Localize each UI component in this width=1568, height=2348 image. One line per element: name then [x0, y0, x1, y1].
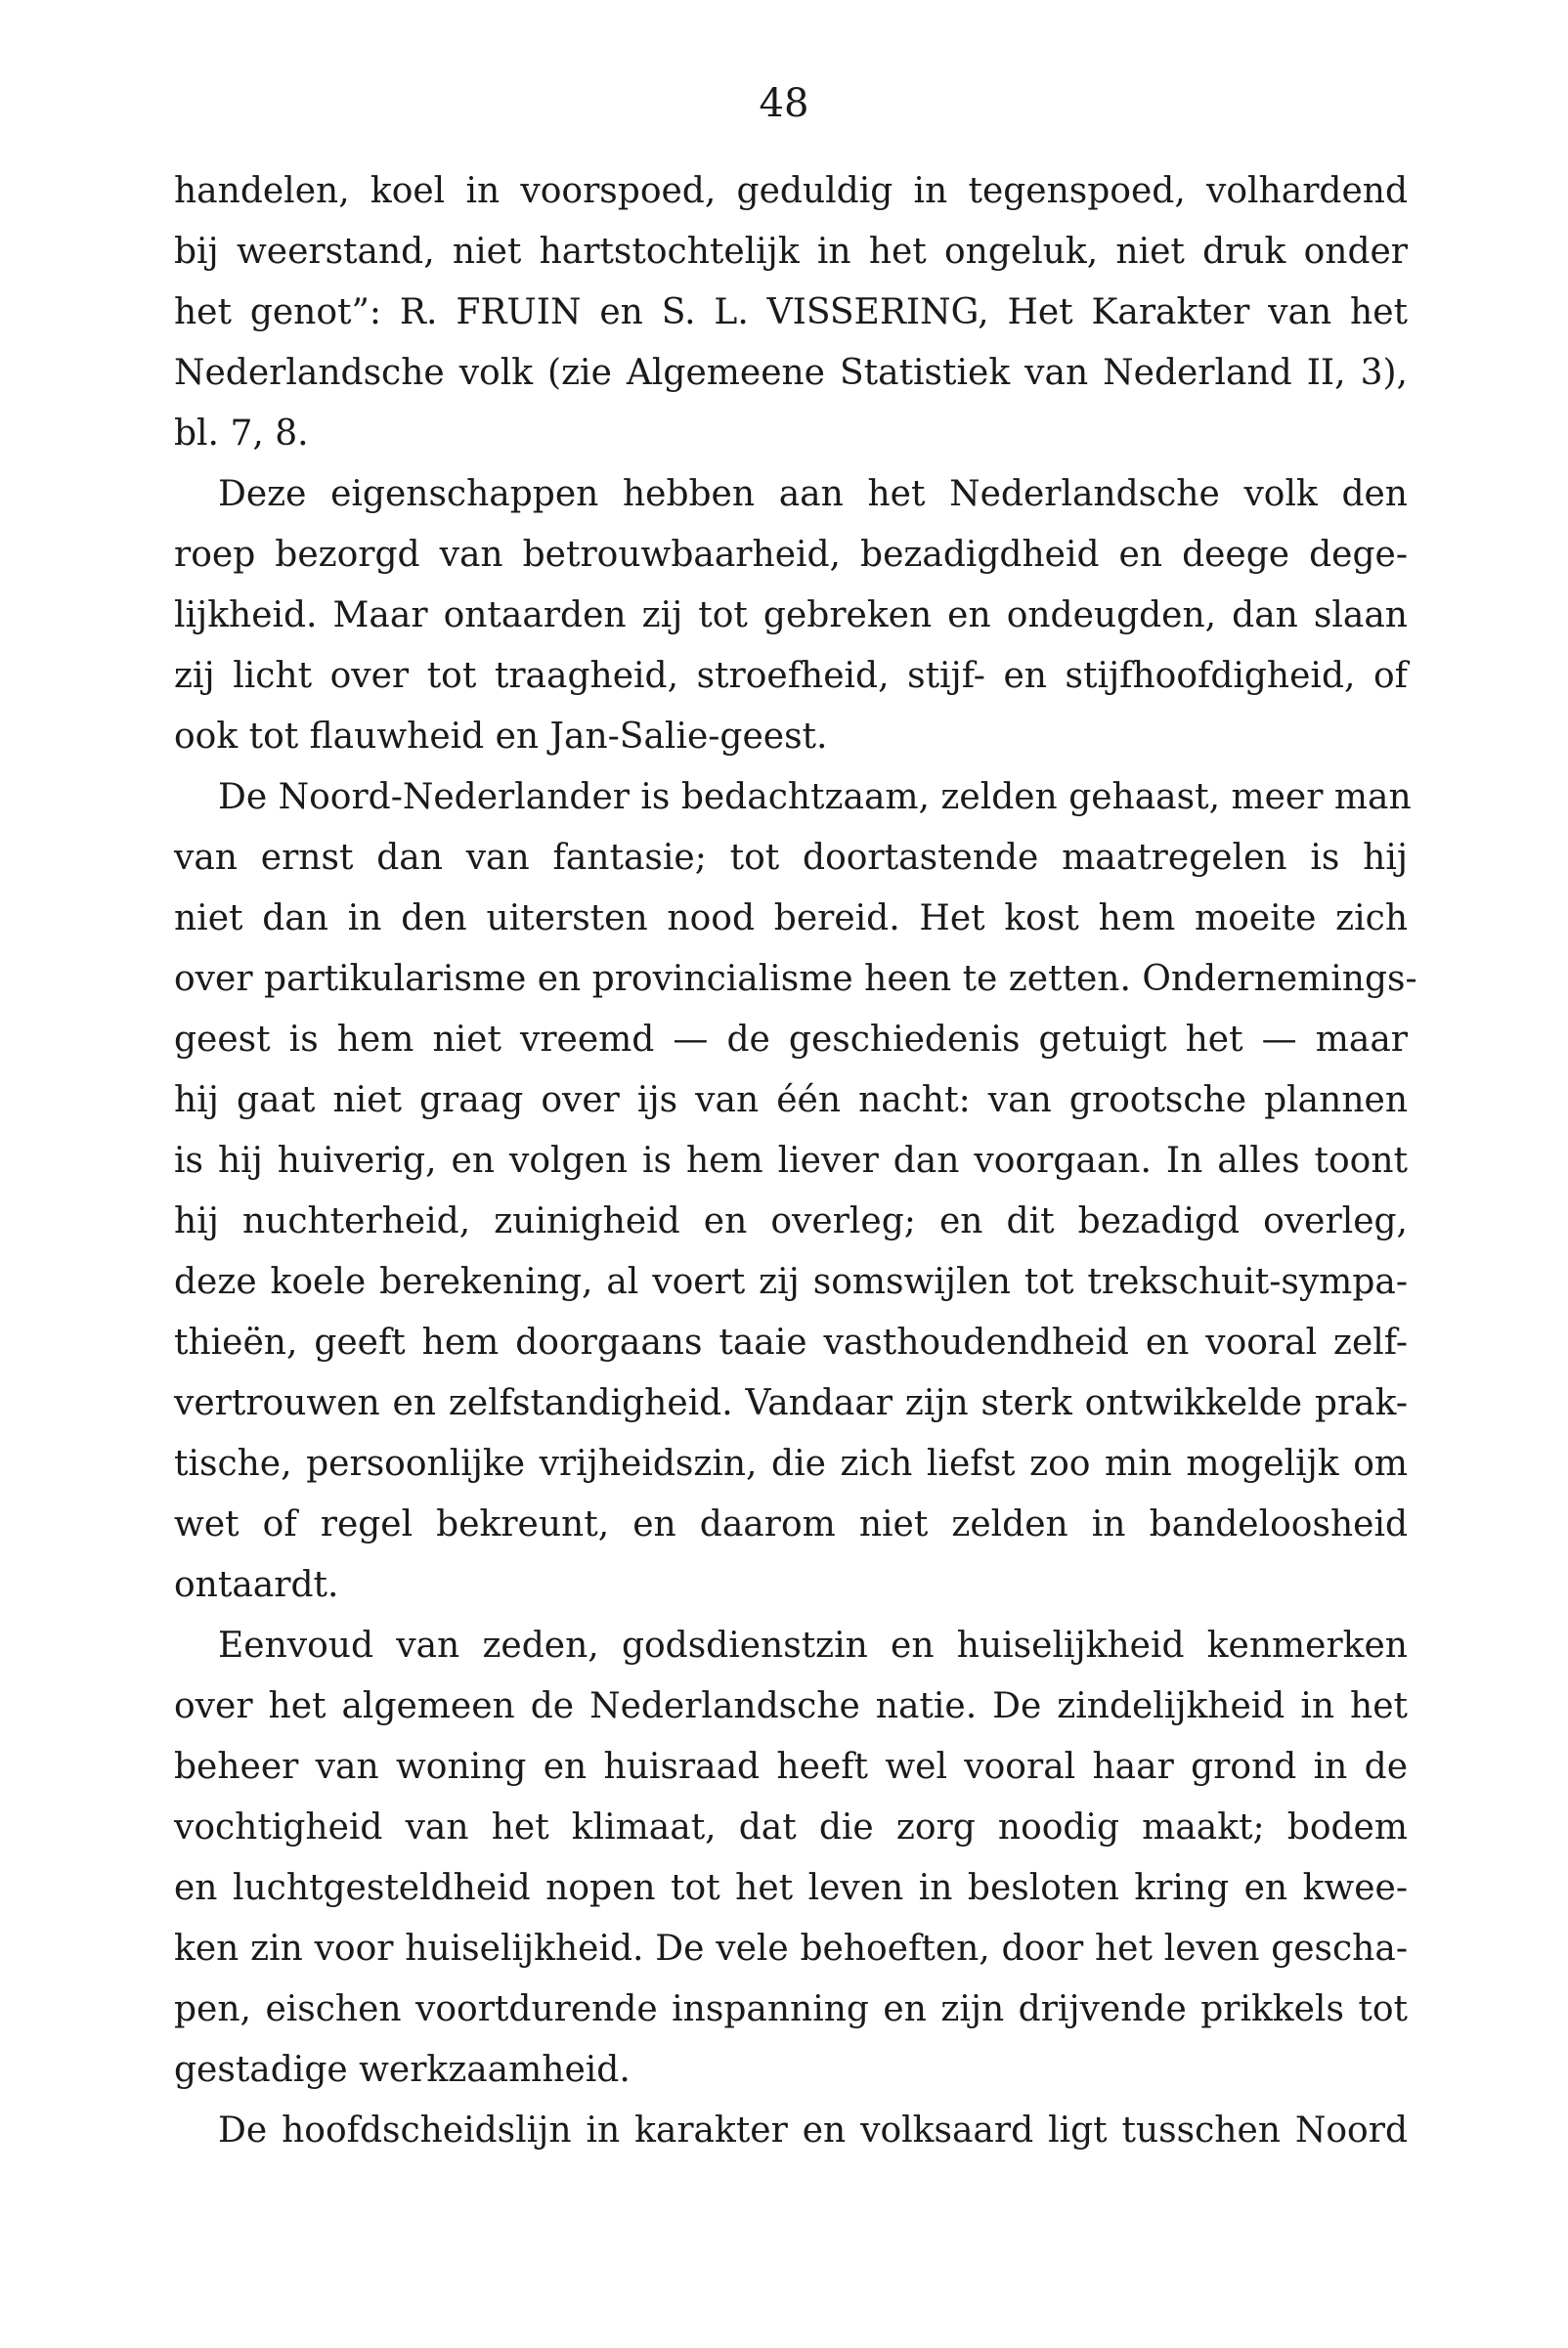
- text-line: tische, persoonlijke vrijheidszin, die zich liefst zoo min mogelijk om: [174, 1444, 1408, 1484]
- text-line: over het algemeen de Nederlandsche natie. De zindelijkheid in het: [174, 1686, 1408, 1726]
- paragraph-4: [174, 1616, 1408, 2101]
- text-line: en luchtgesteldheid nopen tot het leven in besloten kring en kwee-: [174, 1868, 1408, 1908]
- text-line: lijkheid. Maar ontaarden zij tot gebreken en ondeugden, dan slaan: [174, 595, 1408, 635]
- text-line: pen, eischen voortdurende inspanning en zijn drijvende prikkels tot: [174, 1989, 1408, 2029]
- text-line: Deze eigenschappen hebben aan het Nederlandsche volk den: [218, 474, 1408, 514]
- text-line: roep bezorgd van betrouwbaarheid, bezadigdheid en deege dege-: [174, 535, 1408, 575]
- text-line: zij licht over tot traagheid, stroefheid, stijf- en stijfhoofdigheid, of: [174, 656, 1408, 696]
- text-line: thieën, geeft hem doorgaans taaie vasthoudendheid en vooral zelf-: [174, 1323, 1408, 1363]
- paragraph-5: [174, 2101, 1408, 2161]
- paragraph-3: [174, 767, 1417, 1616]
- text-line: deze koele berekening, al voert zij somswijlen tot trekschuit-sympa-: [174, 1262, 1408, 1302]
- text-line: beheer van woning en huisraad heeft wel vooral haar grond in de: [174, 1747, 1408, 1787]
- paragraph-2: [174, 464, 1408, 767]
- text-line: ook tot flauwheid en Jan-Salie-geest.: [174, 717, 828, 757]
- text-line: Eenvoud van zeden, godsdienstzin en huiselijkheid kenmerken: [218, 1626, 1408, 1666]
- body-text: [174, 161, 1417, 2161]
- text-line: vertrouwen en zelfstandigheid. Vandaar zijn sterk ontwikkelde prak-: [174, 1383, 1408, 1423]
- text-line: De hoofdscheidslijn in karakter en volksaard ligt tusschen Noord: [218, 2110, 1408, 2151]
- text-line: is hij huiverig, en volgen is hem liever dan voorgaan. In alles toont: [174, 1141, 1408, 1181]
- text-line: bl. 7, 8.: [174, 413, 309, 454]
- text-line: handelen, koel in voorspoed, geduldig in tegenspoed, volhardend: [174, 171, 1408, 211]
- text-line: Nederlandsche volk (zie Algemeene Statistiek van Nederland II, 3),: [174, 353, 1408, 393]
- text-line: De Noord-Nederlander is bedachtzaam, zelden gehaast, meer man: [218, 777, 1412, 817]
- text-line: van ernst dan van fantasie; tot doortastende maatregelen is hij: [174, 838, 1408, 878]
- text-line: wet of regel bekreunt, en daarom niet zelden in bandeloosheid: [174, 1504, 1408, 1544]
- text-line: ken zin voor huiselijkheid. De vele behoeften, door het leven gescha-: [174, 1929, 1408, 1969]
- text-line: vochtigheid van het klimaat, dat die zorg noodig maakt; bodem: [174, 1807, 1408, 1848]
- text-line: het genot”: R. FRUIN en S. L. VISSERING, Het Karakter van het: [174, 292, 1408, 332]
- page-number: 48: [759, 81, 809, 126]
- paragraph-1: [174, 161, 1408, 464]
- text-line: gestadige werkzaamheid.: [174, 2050, 631, 2090]
- text-line: over partikularisme en provincialisme heen te zetten. Ondernemings-: [174, 959, 1417, 999]
- text-line: hij nuchterheid, zuinigheid en overleg; en dit bezadigd overleg,: [174, 1201, 1408, 1241]
- text-line: niet dan in den uitersten nood bereid. Het kost hem moeite zich: [174, 898, 1408, 938]
- text-line: bij weerstand, niet hartstochtelijk in het ongeluk, niet druk onder: [174, 232, 1408, 272]
- text-line: geest is hem niet vreemd — de geschiedenis getuigt het — maar: [174, 1020, 1408, 1060]
- text-line: hij gaat niet graag over ijs van één nacht: van grootsche plannen: [174, 1080, 1408, 1120]
- text-line: ontaardt.: [174, 1565, 339, 1605]
